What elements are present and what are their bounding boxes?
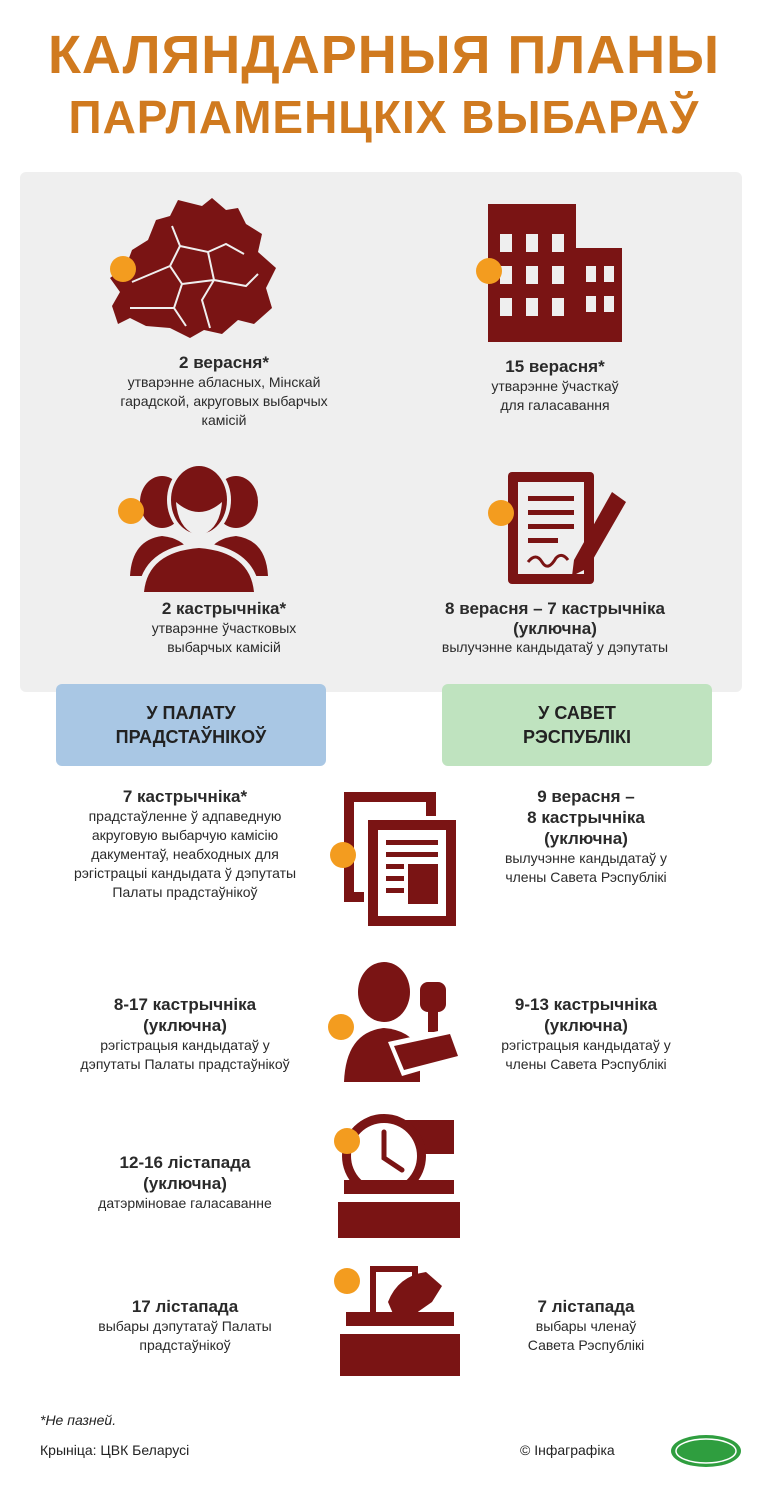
row-2-left: [40, 994, 330, 1074]
date-label: 15 верасня*: [505, 357, 605, 376]
orange-dot: [334, 1268, 360, 1294]
header-line: РЭСПУБЛІКІ: [522, 727, 632, 747]
description-line: камісій: [201, 412, 247, 428]
description-line: акруговую выбарчую камісію: [91, 827, 279, 843]
description-line: дэпутаты Палаты прадстаўнікоў: [80, 1056, 290, 1072]
row-1-right: [456, 786, 716, 887]
footnote: *Не пазней.: [40, 1412, 117, 1428]
date-label: (уключна): [143, 1016, 227, 1035]
title-line-2: ПАРЛАМЕНЦКІХ ВЫБАРАЎ: [68, 91, 700, 143]
description-line: рэгістрацыя кандыдатаў у: [501, 1037, 671, 1053]
date-label: (уключна): [544, 829, 628, 848]
row-1-left: [40, 786, 330, 902]
belta-logo-icon: [670, 1434, 742, 1468]
description-line: прадстаўнікоў: [139, 1337, 231, 1353]
date-label: 8 верасня – 7 кастрычніка: [445, 599, 665, 618]
description-line: Савета Рэспублікі: [527, 1337, 645, 1353]
documents-icon: [340, 790, 460, 930]
orange-dot: [118, 498, 144, 524]
date-label: 8-17 кастрычніка: [113, 995, 257, 1014]
date-label: 2 верасня*: [179, 353, 269, 372]
title-line-1: КАЛЯНДАРНЫЯ ПЛАНЫ: [47, 25, 721, 85]
orange-dot: [476, 258, 502, 284]
description-line: вылучэнне кандыдатаў у: [504, 850, 667, 866]
description-line: рэгістрацыі кандыдата ў дэпутаты: [73, 865, 297, 881]
description-line: для галасавання: [500, 397, 610, 413]
date-label: (уключна): [143, 1174, 227, 1193]
header-council-of-republic: [442, 684, 712, 766]
date-label: 9 верасня –: [537, 787, 635, 806]
description-line: вылучэнне кандыдатаў у дэпутаты: [441, 639, 669, 655]
orange-dot: [328, 1014, 354, 1040]
header-house-of-representatives: [56, 684, 326, 766]
description-line: утварэнне ўчастковых: [151, 620, 297, 636]
orange-dot: [110, 256, 136, 282]
description-line: гарадской, акруговых выбарчых: [120, 393, 328, 409]
description-line: члены Савета Рэспублікі: [505, 1056, 667, 1072]
description-line: члены Савета Рэспублікі: [505, 869, 667, 885]
date-label: 12-16 лістапада: [119, 1153, 251, 1172]
caption-bottom-left: [74, 598, 374, 657]
date-label: 7 кастрычніка*: [122, 787, 248, 806]
description-line: выбары членаў: [535, 1318, 637, 1334]
date-label: 17 лістапада: [131, 1297, 239, 1316]
description-line: утварэнне ўчасткаў: [491, 378, 619, 394]
row-2-right: [456, 994, 716, 1074]
building-icon: [488, 204, 622, 342]
date-label: 9-13 кастрычніка: [514, 995, 658, 1014]
header-line: ПРАДСТАЎНІКОЎ: [115, 727, 267, 747]
description-line: выбары дэпутатаў Палаты: [98, 1318, 272, 1334]
date-label: (уключна): [513, 619, 597, 638]
orange-dot: [330, 842, 356, 868]
row-4-right: [456, 1296, 716, 1355]
header-line: У ПАЛАТУ: [146, 703, 236, 723]
date-label: 8 кастрычніка: [527, 808, 645, 827]
description-line: выбарчых камісій: [167, 639, 281, 655]
date-label: 2 кастрычніка*: [161, 599, 287, 618]
description-line: рэгістрацыя кандыдатаў у: [100, 1037, 270, 1053]
person-stamp-icon: [340, 958, 464, 1082]
description-line: датэрміновае галасаванне: [98, 1195, 272, 1211]
description-line: утварэнне абласных, Мінскай: [127, 374, 321, 390]
description-line: прадстаўленне ў адпаведную: [88, 808, 282, 824]
row-4-left: [40, 1296, 330, 1355]
document-signing-icon: [500, 468, 630, 590]
row-3-left: [40, 1152, 330, 1213]
description-line: Палаты прадстаўнікоў: [112, 884, 258, 900]
caption-top-right: [420, 356, 690, 415]
date-label: 7 лістапада: [537, 1297, 635, 1316]
caption-top-left: [74, 352, 374, 430]
date-label: (уключна): [544, 1016, 628, 1035]
people-icon: [124, 456, 274, 592]
header-line: У САВЕТ: [538, 703, 616, 723]
orange-dot: [488, 500, 514, 526]
description-line: дакументаў, неабходных для: [91, 846, 279, 862]
orange-dot: [334, 1128, 360, 1154]
source-label: Крыніца: ЦВК Беларусі: [40, 1442, 190, 1458]
credit-label: © Інфаграфіка: [520, 1442, 615, 1458]
caption-bottom-right: [400, 598, 710, 657]
